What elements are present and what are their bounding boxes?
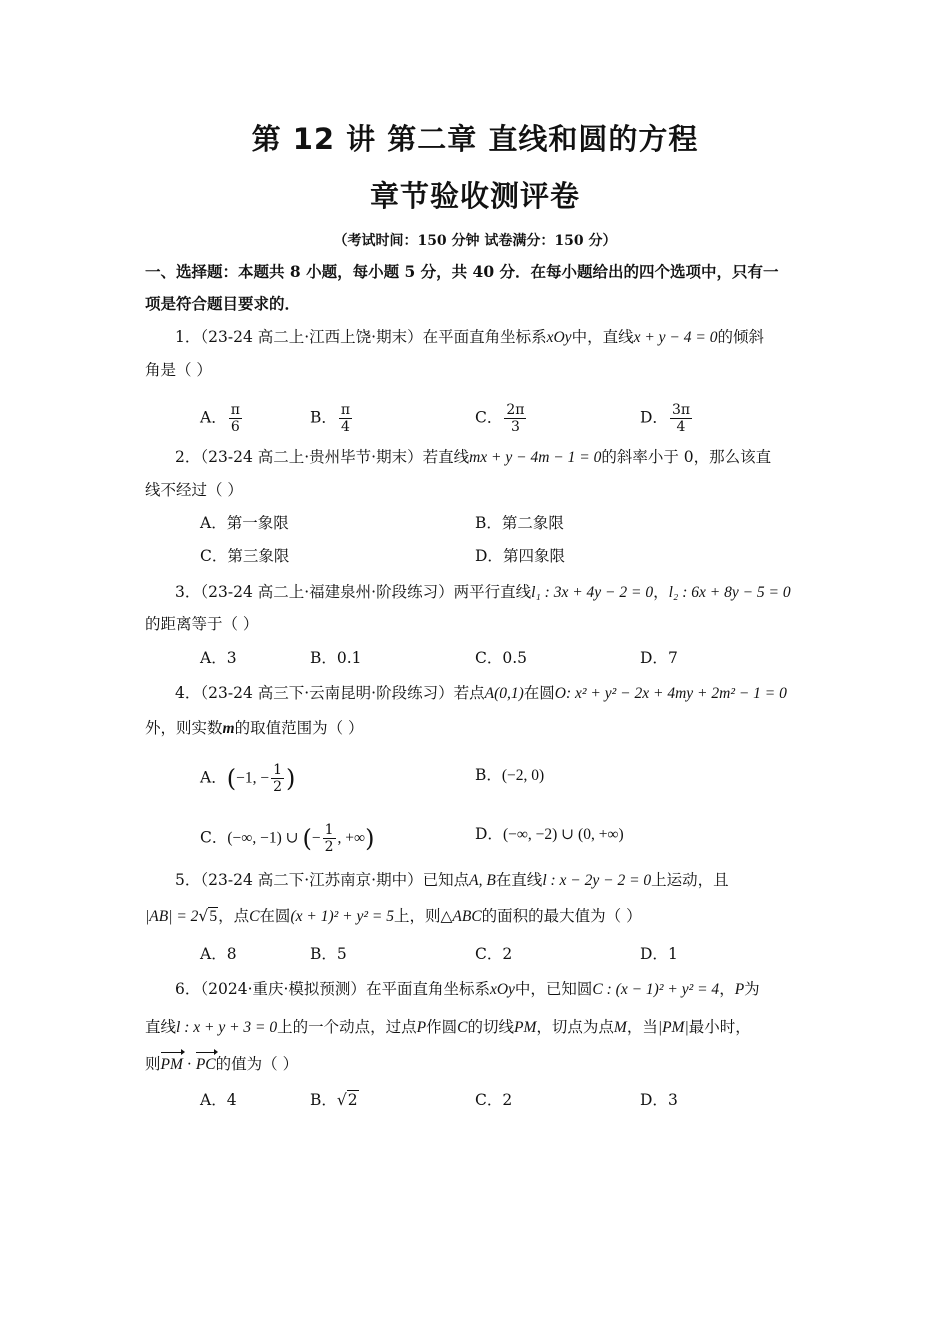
text-fragment: 的面积的最大值为（ ） [481, 907, 642, 925]
text-fragment: l : x + y + 3 = 0 [176, 1019, 278, 1036]
question-source: （23-24 高二上·贵州毕节·期末） [200, 448, 423, 466]
option-2b [475, 513, 564, 533]
option-4b [475, 765, 544, 786]
text-fragment: C : (x − 1)² + y² = 4 [592, 981, 720, 998]
text-fragment: A． [200, 768, 227, 787]
text-fragment: 5 [336, 945, 347, 963]
text-fragment: xOy [489, 981, 515, 998]
option-1a [200, 402, 244, 435]
option-3a [200, 648, 237, 668]
text-fragment: 1 [667, 945, 678, 963]
text-fragment: (x + 1)² + y² = 5 [290, 908, 394, 925]
text-fragment: 在圆 [259, 907, 291, 925]
option-1d [640, 402, 694, 435]
text-fragment: D． [640, 1091, 668, 1109]
option-3c [475, 648, 527, 668]
text-fragment: mx + y − 4m − 1 = 0 [469, 449, 602, 466]
question-1-cont: 角是（ ） [145, 361, 212, 379]
vector-pc: PC [195, 1056, 216, 1073]
vector-pm: PM [160, 1056, 183, 1073]
text-fragment: 6 [230, 419, 240, 435]
option-6a [200, 1090, 237, 1110]
text-fragment: (−∞, −2) ∪ (0, +∞) [502, 826, 624, 843]
text-fragment: 4 [341, 419, 350, 435]
question-2 [175, 447, 771, 468]
text-fragment: 的切线 [467, 1018, 514, 1036]
exam-info: （考试时间：150 分钟 试卷满分：150 分） [333, 233, 617, 249]
option-4d [475, 824, 624, 845]
text-fragment: 第三象限 [227, 547, 290, 565]
option-5b [310, 944, 347, 964]
text-fragment: π [340, 402, 351, 418]
text-fragment: D． [475, 825, 503, 843]
option-5d [640, 944, 678, 964]
text-fragment: 2 [273, 779, 282, 795]
text-fragment: 中，直线 [571, 328, 634, 346]
text-fragment: 最小时， [688, 1018, 751, 1036]
text-fragment: D． [640, 649, 668, 667]
option-1c [475, 402, 528, 435]
text-fragment: 上，则 [393, 907, 441, 925]
option-6c [475, 1090, 512, 1110]
text-fragment: ，当 [626, 1018, 658, 1036]
text-fragment: 两平行直线 [453, 583, 532, 601]
text-fragment: 0.5 [502, 649, 528, 667]
text-fragment: 2π [506, 402, 525, 418]
text-fragment: 5 [209, 908, 218, 925]
text-fragment: B． [310, 1091, 337, 1109]
option-6b: B．√2 [310, 1091, 358, 1109]
text-fragment: 为 [744, 980, 760, 998]
text-fragment: 7 [667, 649, 678, 667]
question-source: （23-24 高二上·江西上饶·期末） [200, 328, 423, 346]
question-1 [175, 327, 764, 348]
option-3b [310, 648, 362, 668]
question-6-cont2 [145, 1054, 298, 1075]
page-subtitle: 章节验收测评卷 [369, 179, 580, 213]
text-fragment: C． [200, 547, 228, 565]
text-fragment: A(0,1) [484, 685, 524, 702]
text-fragment: 3 [510, 419, 520, 435]
text-fragment: π [230, 402, 240, 418]
text-fragment: PM [513, 1019, 537, 1036]
text-fragment: 4． [175, 684, 201, 702]
text-fragment: 在直线 [495, 871, 543, 889]
text-fragment: A． [200, 408, 227, 427]
text-fragment: C． [475, 649, 503, 667]
option-1b [310, 402, 354, 435]
text-fragment: 5． [175, 871, 201, 889]
text-fragment: P [416, 1019, 427, 1036]
text-fragment: 在平面直角坐标系 [365, 980, 490, 998]
text-fragment: M [613, 1019, 627, 1036]
text-fragment: A． [200, 1091, 227, 1109]
text-fragment: 3． [175, 583, 201, 601]
text-fragment: x + y − 4 = 0 [633, 329, 718, 346]
text-fragment: 8 [226, 945, 237, 963]
question-number: 1． [175, 328, 201, 346]
question-6 [175, 979, 760, 1000]
option-4a: A．(−1, − $\frac{1}{2}$ ) [200, 762, 296, 795]
text-fragment: 第四象限 [502, 547, 565, 565]
text-fragment: B． [310, 408, 337, 427]
text-fragment: 的倾斜 [717, 328, 764, 346]
text-fragment: A． [200, 514, 227, 532]
question-source: （23-24 高三下·云南昆明·阶段练习） [200, 684, 454, 702]
text-fragment: ， [719, 980, 735, 998]
text-fragment: (−2, 0) [501, 767, 545, 784]
text-fragment: · [182, 1056, 196, 1073]
text-fragment: 0.1 [336, 649, 362, 667]
section-heading: 一、选择题：本题共 8 小题，每小题 5 分，共 40 分．在每小题给出的四个选项中，只有一 [145, 262, 779, 281]
text-fragment: 上运动，且 [651, 871, 729, 889]
text-fragment: C． [475, 408, 503, 427]
text-fragment: C． [475, 1091, 503, 1109]
text-fragment: 外，则实数 [145, 719, 223, 737]
text-fragment: C [249, 908, 260, 925]
text-fragment: − [311, 829, 321, 847]
question-3 [175, 582, 791, 603]
text-fragment: D． [640, 945, 668, 963]
text-fragment: 作圆 [426, 1018, 458, 1036]
text-fragment: 4 [676, 419, 686, 435]
text-fragment: A． [200, 945, 227, 963]
text-fragment: A, B [469, 872, 496, 889]
text-fragment: −1, − [236, 769, 270, 787]
text-fragment: 3π [671, 402, 691, 418]
option-2d [475, 546, 565, 566]
text-fragment: l : x − 2y − 2 = 0 [542, 872, 652, 889]
text-fragment: D． [475, 547, 503, 565]
text-fragment: 6． [175, 980, 201, 998]
text-fragment: B． [475, 514, 502, 532]
option-4c: C．(−∞, −1) ∪ (− $\frac{1}{2}$ , +∞) [200, 822, 375, 855]
option-2c [200, 546, 289, 566]
text-fragment: l₁ : 3x + 4y − 2 = 0 [531, 584, 654, 601]
question-3-cont: 的距离等于（ ） [145, 615, 259, 633]
question-5 [175, 870, 729, 891]
text-fragment: 1 [324, 822, 334, 838]
option-5a [200, 944, 237, 964]
text-fragment: 第二象限 [501, 514, 564, 532]
text-fragment: 已知点 [422, 871, 470, 889]
question-5-cont: |AB| = 2√5，点C在圆(x + 1)² + y² = 5上，则△ABC的面积的最大值为（ ） [145, 907, 642, 925]
text-fragment: 3 [226, 649, 237, 667]
text-fragment: C． [200, 828, 228, 847]
text-fragment: C [457, 1019, 468, 1036]
text-fragment: 在圆 [523, 684, 555, 702]
text-fragment: C． [475, 945, 503, 963]
option-2a [200, 513, 289, 533]
text-fragment: (−∞, −1) ∪ [227, 829, 303, 847]
text-fragment: 2． [175, 448, 201, 466]
text-fragment: 上的一个动点，过点 [277, 1018, 417, 1036]
text-fragment: ，点 [218, 907, 250, 925]
text-fragment: ，切点为点 [536, 1018, 614, 1036]
text-fragment: 若直线 [422, 448, 470, 466]
text-fragment: A． [200, 649, 227, 667]
question-source: （23-24 高二上·福建泉州·阶段练习） [200, 583, 454, 601]
text-fragment: |AB| = 2 [145, 908, 199, 925]
option-3d [640, 648, 678, 668]
text-fragment: 4 [226, 1091, 237, 1109]
text-fragment: 中，已知圆 [514, 980, 593, 998]
text-fragment: D． [640, 408, 668, 427]
text-fragment: xOy [546, 329, 572, 346]
text-fragment: P [734, 981, 745, 998]
text-fragment: 2 [502, 945, 513, 963]
page-title: 第 12 讲 第二章 直线和圆的方程 [251, 122, 699, 156]
text-fragment: 2 [347, 1091, 358, 1109]
question-4 [175, 683, 787, 704]
text-fragment: 直线 [145, 1018, 177, 1036]
question-source: （2024·重庆·模拟预测） [200, 980, 366, 998]
text-fragment: 的值为（ ） [215, 1055, 299, 1073]
option-6d [640, 1090, 678, 1110]
text-fragment: m [222, 720, 235, 737]
question-6-cont [145, 1017, 751, 1038]
text-fragment: B． [310, 649, 337, 667]
text-fragment: l₂ : 6x + 8y − 5 = 0 [668, 584, 791, 601]
text-fragment: 1 [273, 762, 282, 778]
text-fragment: 3 [667, 1091, 678, 1109]
option-5c [475, 944, 512, 964]
text-fragment: O: x² + y² − 2x + 4my + 2m² − 1 = 0 [554, 685, 787, 702]
text-fragment: 2 [324, 839, 334, 855]
text-fragment: 若点 [453, 684, 485, 702]
question-4-cont [145, 718, 364, 739]
text-fragment: △ABC [440, 908, 482, 925]
text-fragment: 在平面直角坐标系 [422, 328, 547, 346]
question-source: （23-24 高二下·江苏南京·期中） [200, 871, 423, 889]
text-fragment: 的斜率小于 0，那么该直 [601, 448, 772, 466]
section-heading-cont: 项是符合题目要求的． [145, 294, 301, 313]
text-fragment: , +∞ [337, 829, 366, 847]
question-2-cont: 线不经过（ ） [145, 481, 243, 499]
text-fragment: 的取值范围为（ ） [234, 719, 364, 737]
text-fragment: |PM| [657, 1019, 689, 1036]
text-fragment: 则 [145, 1055, 161, 1073]
text-fragment: B． [475, 766, 502, 784]
text-fragment: 2 [502, 1091, 513, 1109]
text-fragment: ， [653, 583, 669, 601]
text-fragment: B． [310, 945, 337, 963]
text-fragment: 第一象限 [226, 514, 289, 532]
